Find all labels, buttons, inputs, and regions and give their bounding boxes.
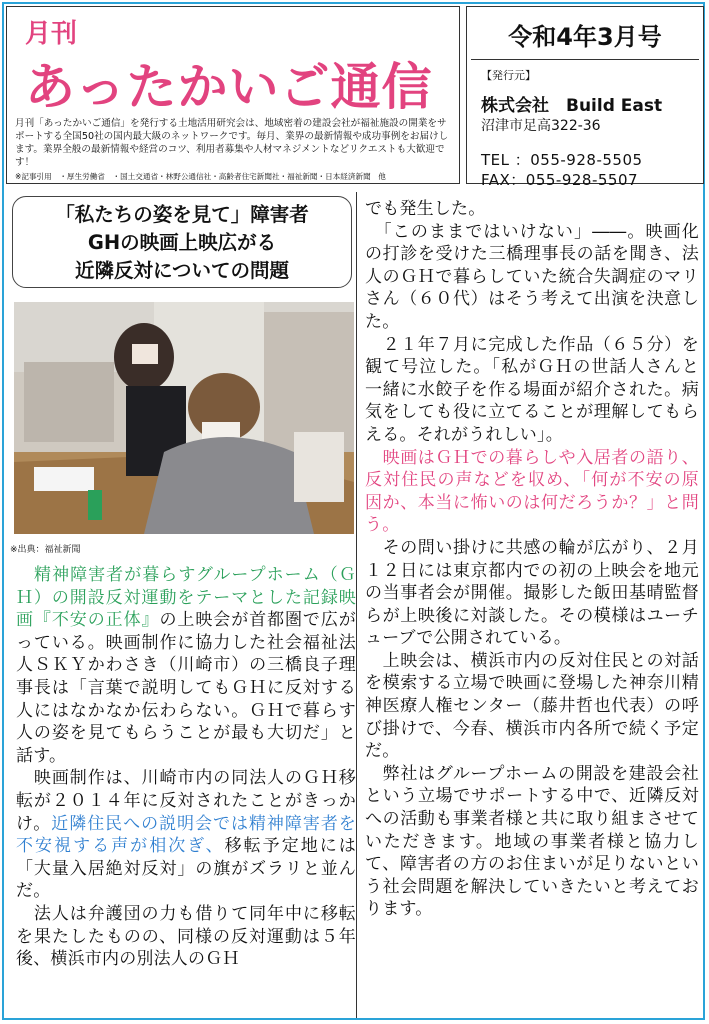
headline-line-2: GHの映画上映広がる <box>87 231 277 254</box>
photo-illustration <box>14 302 354 534</box>
photo-source: ※出典：福祉新聞 <box>10 545 81 555</box>
right-paragraph-2: 「このままではいけない」――。映画化の打診を受けた三橋理事長の話を聞き、法人のＧＨで暮らしていた統合失調症のマリさん（６０代）はそう考えて出演を決意した。 <box>365 221 699 332</box>
left-paragraph-1 <box>16 564 356 767</box>
publisher-fax: FAX：055-928-5507 <box>481 171 639 189</box>
headline-line-1: 「私たちの姿を見て」障害者 <box>55 203 309 226</box>
right-paragraph-4: 映画はＧＨでの暮らしや入居者の語り、反対住民の声などを収め、「何が不安の原因か、本当に怖いのは何だろうか？」と問う。 <box>365 447 699 536</box>
paragraph-text: の上映会が首都圏で広がっている。映画制作に協力した社会福祉法人ＳＫＹかわさき（川崎市）の三橋良子理事長は「言葉で説明してもＧＨに反対する人にはなかなか伝わらない。ＧＨで暮らす人の姿を見てもらうことが最も大切だ」と話す。 <box>16 610 356 766</box>
left-paragraph-2 <box>16 767 356 903</box>
right-paragraph-3: ２１年７月に完成した作品（６５分）を観て号泣した。「私がＧＨの世話人さんと一緒に水餃子を作る場面が紹介された。病気をしても役に立てることが理解してもらえる。それがうれしい」。 <box>365 334 699 445</box>
masthead-credits: ※記事引用 ・厚生労働省 ・国土交通省・林野公通信社・高齢者住宅新聞社・福祉新聞・日本経済新聞 他 <box>15 172 386 181</box>
publisher-name: 株式会社 Build East <box>481 96 663 116</box>
highlight-green: 精神障害者が暮らすグループホーム（ＧＨ）の開設反対運動をテーマとした記録映画『不安の正体』 <box>16 565 356 631</box>
right-column <box>356 192 703 1018</box>
paragraph-text: 映画制作は、川崎市内の同法人のＧＨ移転が２０１４年に反対されたことがきっかけ。 <box>16 768 356 834</box>
divider <box>471 59 699 60</box>
right-paragraph-7: 弊社はグループホームの開設を建設会社という立場でサポートする中で、近隣反対への活動も事業者様と共に取り組まさせていただきます。地域の事業者様と協力して、障害者の方のお住まいが足りないという社会問題を解決していきたいと考えております。 <box>365 763 699 920</box>
masthead-title: あったかいご通信 <box>25 58 433 116</box>
masthead <box>6 6 460 184</box>
right-article-text <box>365 198 699 921</box>
issue-title: 令和4年3月号 <box>508 23 662 51</box>
article-headline <box>12 196 352 288</box>
highlight-blue: 近隣住民への説明会では精神障害者を不安視する声が相次ぎ、 <box>16 813 356 857</box>
article-photo <box>14 302 354 534</box>
issue-box <box>466 6 704 189</box>
publisher-tel: TEL ：055-928-5505 <box>481 151 643 169</box>
paragraph-text: 移転予定地には「大量入居絶対反対」の旗がズラリと並んだ。 <box>16 836 356 902</box>
publisher-address: 沼津市足高322-36 <box>481 118 601 134</box>
left-article-text <box>16 564 356 971</box>
paragraph-text: 法人は弁護団の力も借りて同年中に移転を果たしたものの、同様の反対運動は５年後、横浜市内の別法人のＧＨ <box>16 903 356 970</box>
right-paragraph-6: 上映会は、横浜市内の反対住民との対話を模索する立場で映画に登場した神奈川精神医療人権センター（藤井哲也代表）の呼び掛けで、今春、横浜市内各所で続く予定だ。 <box>365 650 699 762</box>
left-paragraph-3 <box>16 903 356 971</box>
right-paragraph-1: でも発生した。 <box>365 199 486 219</box>
publisher-label: 【発行元】 <box>481 69 536 82</box>
masthead-description: 月刊「あったかいご通信」を発行する土地活用研究会は、地域密着の建設会社が福祉施設の開業をサポートする全国50社の国内最大級のネットワークです。毎月、業界の最新情報や成功事例をお届けします。業界全般の最新情報や経営のコツ、利用者募集や人材マネジメントなどリクエストも大歓迎です！ <box>15 118 449 168</box>
headline-line-3: 近隣反対についての問題 <box>74 259 290 282</box>
right-paragraph-5: その問い掛けに共感の輪が広がり、２月１２日には東京都内での初の上映会を地元の当事者会が開催。撮影した飯田基晴監督らが上映後に対談した。その模様はユーチューブで公開されている。 <box>365 537 699 649</box>
masthead-small-title: 月刊 <box>25 19 78 49</box>
